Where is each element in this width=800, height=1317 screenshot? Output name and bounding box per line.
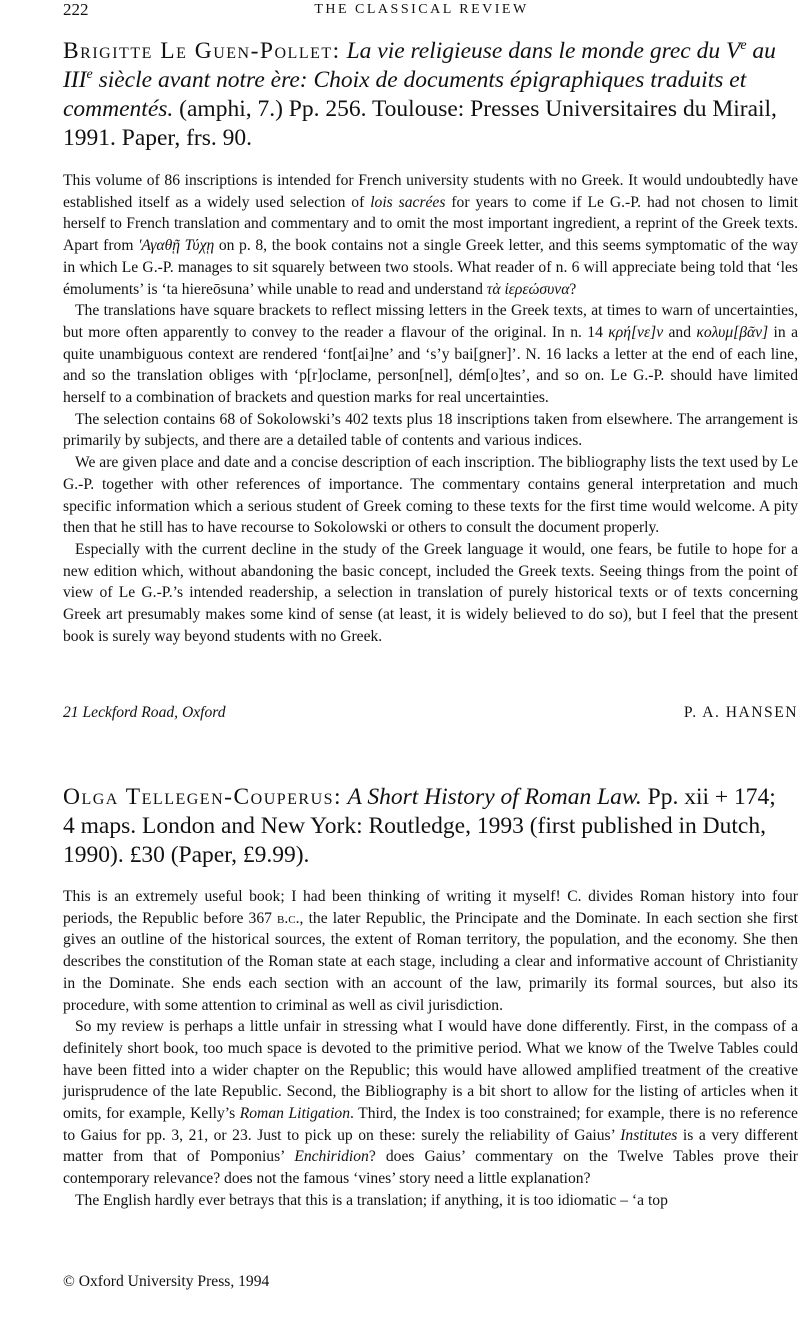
- review1-p2-text-b: and: [663, 323, 697, 341]
- review1-p1-greek-1: 'Αγαθῇ Τύχῃ: [138, 237, 215, 255]
- review2-p2-text-c: is a very different matter from that of Pomponius’: [63, 1126, 798, 1166]
- review1-p2-greek-1: κρή[νε]ν: [608, 323, 664, 341]
- review1-title-sup2: e: [86, 67, 93, 83]
- review2-p2-text-a: So my review is perhaps a little unfair in stressing what I would have done differently. First, in the compass of a definitely short book, too much space is devoted to the primitive period. What we know of the Twelve Tables could have been fitted into a wider chapter on the Republic; this would have allowed amplified treatment of the creative jurisprudence of the late Republic. Second, the Bibliography is a bit short to allow for the listing of articles when it omits, for example, Kelly’s: [63, 1018, 798, 1123]
- review1-paragraph-5: Especially with the current decline in the study of the Greek language it would, one fears, be futile to hope for a new edition which, without abandoning the basic concept, included the Greek texts. Seeing things from the point of view of Le G.-P.’s intended readership, a selection in translation of purely historical texts or of texts concerning Greek art presumably makes some kind of sense (at least, it is widely believed to do so), but I feel that the present book is surely way beyond students with no Greek.: [63, 540, 798, 645]
- review1-title-part1: La vie religieuse dans le monde grec du V: [346, 38, 741, 64]
- review1-title-part2: au III: [63, 38, 776, 93]
- journal-title: THE CLASSICAL REVIEW: [314, 2, 529, 17]
- review1-body: [63, 170, 798, 647]
- review2-p2-italic-2: Institutes: [620, 1126, 678, 1144]
- review1-p2-greek-2: κολυμ[βᾶν]: [696, 323, 769, 341]
- reviewer-name: P. A. HANSEN: [683, 704, 798, 721]
- review1-paragraph-4: We are given place and date and a concise description of each inscription. The bibliography lists the text used by Le G.-P. together with other references of importance. The commentary contains general interpretation and much specific information which a serious student of Greek coming to these texts for the first time would welcome. A pity then that he still has to have recourse to Sokolowski or others to consult the document properly.: [63, 454, 798, 537]
- review2-p2-text-d: ? does Gaius’ commentary on the Twelve Tables prove their contemporary relevance? does not the famous ‘vines’ story need a little explanation?: [63, 1148, 798, 1188]
- reviewer-address: 21 Leckford Road, Oxford: [63, 704, 226, 721]
- review1-p2-text-a: The translations have square brackets to reflect missing letters in the Greek texts, at times to warn of uncertainties, but more often apparently to convey to the reader a flavour of the original. In n. 14: [63, 302, 798, 341]
- copyright-notice: © Oxford University Press, 1994: [63, 1273, 270, 1290]
- review1-p1-italic: lois sacrées: [370, 193, 446, 211]
- review1-p1-text-c: on p. 8, the book contains not a single Greek letter, and this seems symptomatic of the way in which Le G.-P. manages to sit squarely between two stools. What reader of n. 6 will appreciate being told that ‘les émoluments’ is ‘ta hiereōsuna’ while unable to read and understand: [63, 237, 798, 298]
- review1-p1-text-d: ?: [569, 280, 577, 298]
- review1-author: Brigitte Le Guen-Pollet:: [63, 38, 341, 64]
- review1-paragraph-2: [63, 300, 798, 409]
- review2-p1-date-era: b.c.: [277, 909, 300, 927]
- review1-details: (amphi, 7.) Pp. 256. Toulouse: Presses Universitaires du Mirail, 1991. Paper, frs. 90.: [63, 96, 777, 151]
- review1-paragraph-3: The selection contains 68 of Sokolowski’s 402 texts plus 18 inscriptions taken from elsewhere. The arrangement is primarily by subjects, and there are a detailed table of contents and various indices.: [63, 410, 798, 450]
- review2-details: Pp. xii + 174; 4 maps. London and New York: Routledge, 1993 (first published in Dutch, 1990). £30 (Paper, £9.99).: [63, 784, 776, 868]
- review2-p1-text-b: , the later Republic, the Principate and the Dominate. In each section she first gives an outline of the historical sources, the extent of Roman territory, the population, and the economy. She then describes the constitution of the Roman state at each stage, including a clear and informative account of Christianity in the Dominate. She ends each section with an account of the law, primarily its formal sources, but also its procedure, with some attention to criminal as well as civil jurisdiction.: [63, 909, 798, 1014]
- review1-title-sup1: e: [740, 38, 747, 54]
- review2-heading: [63, 783, 783, 870]
- review1-p2-text-c: in a quite unambiguous context are rendered ‘font[ai]ne’ and ‘s’y bai[gner]’. N. 16 lacks a letter at the end of each line, and so the translation obliges with ‘p[r]oclame, person[nel], dém[o]tes’, and so on. Le G.-P. should have limited herself to a combination of brackets and question marks for real uncertainties.: [63, 323, 798, 407]
- review2-paragraph-3: The English hardly ever betrays that this is a translation; if anything, it is too idiomatic – ‘a top: [75, 1191, 668, 1209]
- review1-p1-text-a: This volume of 86 inscriptions is intended for French university students with no Greek. It would undoubtedly have established itself as a widely used selection of: [63, 172, 798, 211]
- review1-heading: [63, 37, 783, 153]
- review2-p2-italic-1: Roman Litigation: [239, 1105, 350, 1123]
- review2-author: Olga Tellegen-Couperus:: [63, 784, 343, 810]
- review2-p2-italic-3: Enchiridion: [294, 1148, 369, 1166]
- running-head: [63, 0, 780, 22]
- review1-p1-text-b: for years to come if Le G.-P. had not chosen to limit herself to French translation and commentary and to omit the most important ingredient, a reprint of the Greek texts. Apart from: [63, 193, 798, 255]
- review2-p1-text-a: This is an extremely useful book; I had been thinking of writing it myself! C. divides Roman history into four periods, the Republic before 367: [63, 888, 798, 927]
- review1-title-part3: siècle avant notre ère: Choix de documents épigraphiques traduits et commentés.: [63, 67, 747, 122]
- review2-paragraph-1: [63, 886, 798, 1016]
- review2-body: [63, 886, 798, 1212]
- review1-paragraph-1: [63, 170, 798, 300]
- page-number: 222: [63, 0, 89, 19]
- review2-paragraph-2: [63, 1016, 798, 1190]
- review1-p1-greek-2: τὰ ἱερεώσυνα: [486, 280, 570, 298]
- review2-p2-text-b: . Third, the Index is too constrained; for example, there is no reference to Gaius for pp. 3, 21, or 23. Just to pick up on these: surely the reliability of Gaius’: [63, 1105, 798, 1144]
- review2-title: A Short History of Roman Law.: [342, 784, 642, 810]
